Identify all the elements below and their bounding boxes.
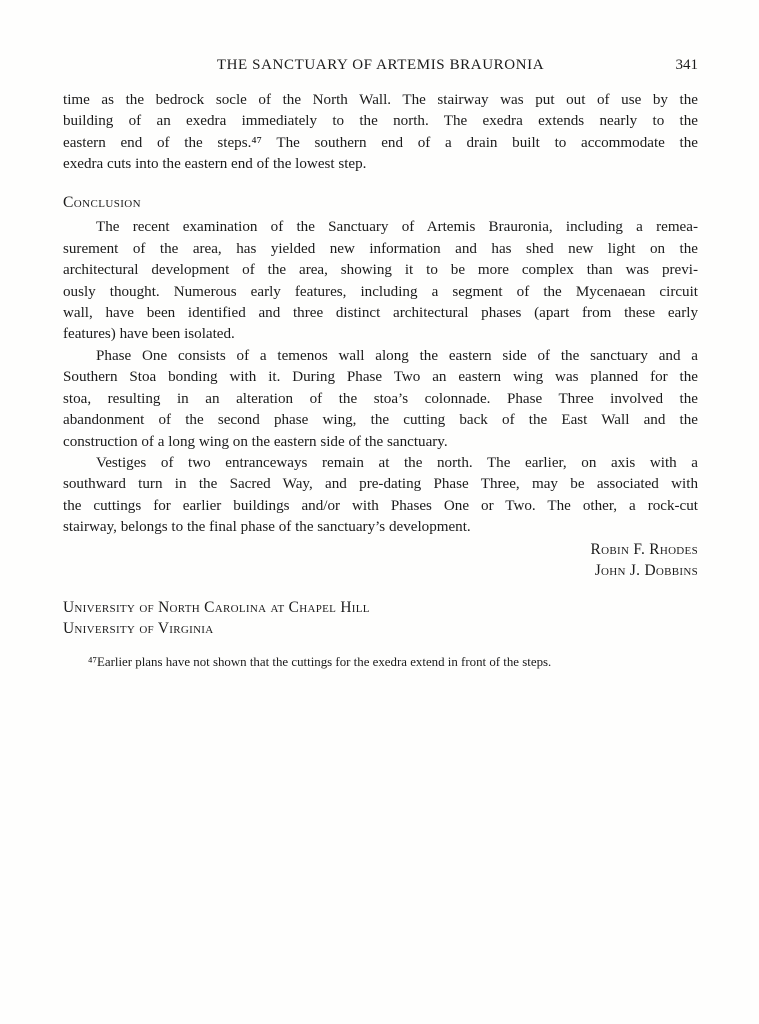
text-line: construction of a long wing on the eastern side of the sanctuary. — [63, 433, 448, 450]
text-line: the cuttings for earlier buildings and/or with Phases One or Two. The other, a rock-cut — [63, 497, 698, 514]
author-signature: Robin F. Rhodes — [590, 540, 698, 558]
running-head-title: THE SANCTUARY OF ARTEMIS BRAURONIA — [216, 57, 545, 73]
text-line: abandonment of the second phase wing, the cutting back of the East Wall and the — [63, 412, 698, 429]
paragraph-continuation — [63, 90, 698, 176]
body-text — [63, 90, 698, 671]
running-head — [63, 57, 698, 77]
paragraph — [63, 217, 698, 346]
text-line: ously thought. Numerous early features, including a segment of the Mycenaean circuit — [63, 283, 698, 300]
text-line: stoa, resulting in an alteration of the stoa’s colonnade. Phase Three involved the — [63, 390, 698, 407]
author-affiliations — [63, 597, 698, 640]
text-line: Phase One consists of a temenos wall along the eastern side of the sanctuary and a — [96, 347, 698, 364]
text-line: stairway, belongs to the final phase of the sanctuary’s development. — [63, 519, 471, 536]
page-number: 341 — [675, 57, 698, 73]
text-line: eastern end of the steps.⁴⁷ The southern end of a drain built to accommodate the — [63, 134, 698, 151]
text-line: features) have been isolated. — [63, 326, 235, 343]
text-line: Vestiges of two entranceways remain at the north. The earlier, on axis with a — [96, 455, 698, 471]
text-column — [63, 57, 698, 671]
text-line: architectural development of the area, showing it to be more complex than was previ- — [63, 262, 698, 279]
text-line: building of an exedra immediately to the north. The exedra extends nearly to the — [63, 113, 698, 130]
author-affiliation: University of North Carolina at Chapel Hill — [63, 598, 370, 616]
paragraph — [63, 346, 698, 453]
text-line: wall, have been identified and three distinct architectural phases (apart from these early — [63, 304, 698, 321]
text-line: The recent examination of the Sanctuary of Artemis Brauronia, including a remea- — [96, 219, 698, 236]
text-line: Southern Stoa bonding with it. During Phase Two an eastern wing was planned for the — [63, 369, 698, 386]
paragraph — [63, 453, 698, 539]
text-line: surement of the area, has yielded new information and has shed new light on the — [63, 240, 698, 257]
text-line: time as the bedrock socle of the North Wall. The stairway was put out of use by the — [63, 92, 698, 108]
text-line: southward turn in the Sacred Way, and pre-dating Phase Three, may be associated with — [63, 476, 698, 493]
section-heading-conclusion: Conclusion — [63, 193, 141, 211]
text-line: exedra cuts into the eastern end of the lowest step. — [63, 156, 367, 173]
author-signatures — [63, 539, 698, 582]
author-affiliation: University of Virginia — [63, 620, 214, 638]
author-signature: John J. Dobbins — [594, 562, 698, 580]
footnote-47: ⁴⁷Earlier plans have not shown that the cuttings for the exedra extend in front of the steps. — [88, 654, 552, 669]
